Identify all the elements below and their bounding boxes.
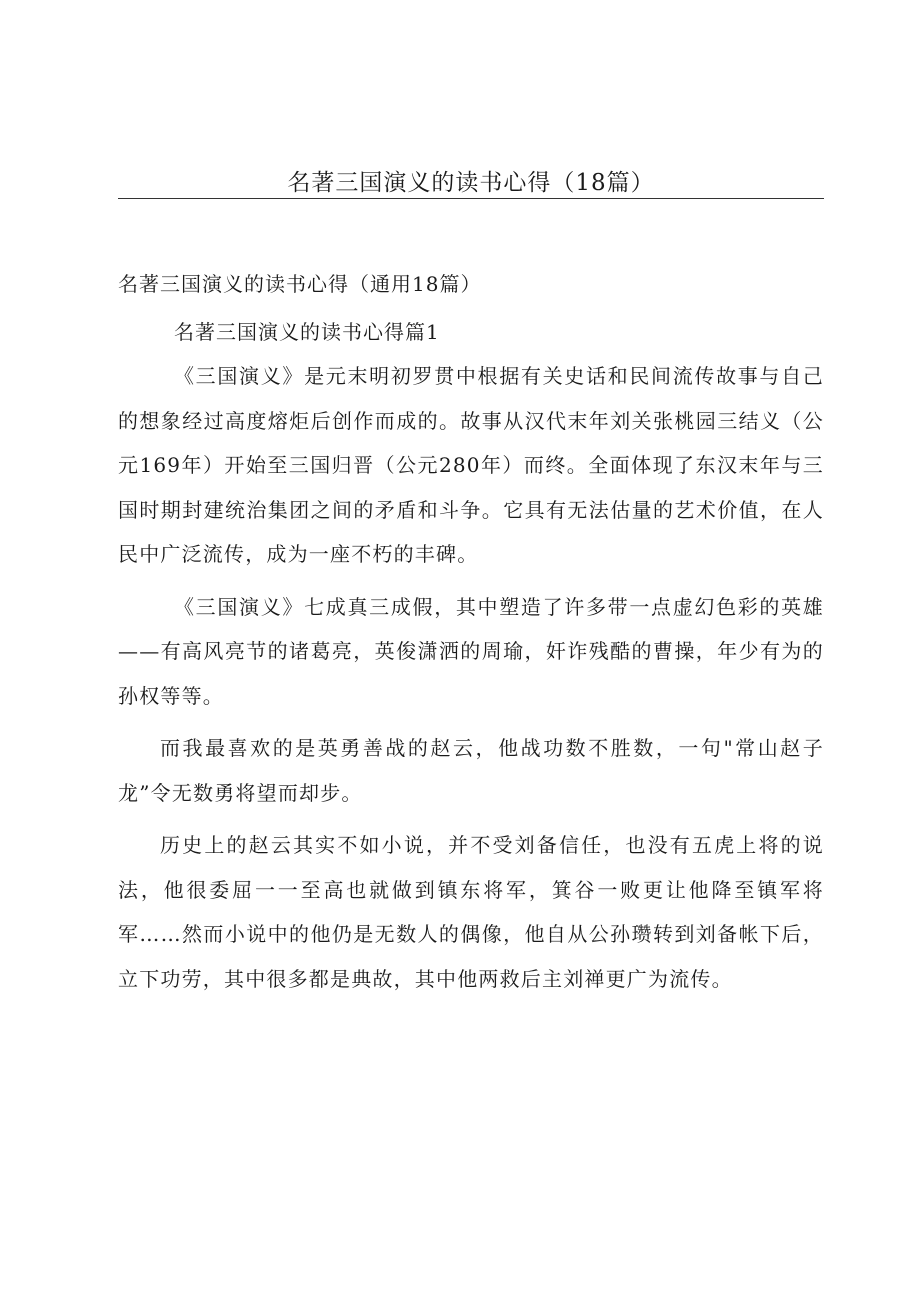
paragraph-2: 《三国演义》七成真三成假，其中塑造了许多带一点虚幻色彩的英雄——有高风亮节的诸葛亮，英俊潇洒的周瑜，奸诈残酷的曹操，年少有为的孙权等等。 [118, 594, 824, 708]
document-title: 名著三国演义的读书心得（18篇） [287, 170, 655, 196]
paragraph-4: 历史上的赵云其实不如小说，并不受刘备信任，也没有五虎上将的说法，他很委屈一一至高也就做到镇东将军，箕谷一败更让他降至镇军将军……然而小说中的他仍是无数人的偶像，他自从公孙瓒转到刘备帐下后，立下功劳，其中很多都是典故，其中他两救后主刘禅更广为流传。 [118, 833, 824, 991]
document-header [118, 160, 824, 199]
document-body [118, 262, 824, 1009]
document-subtitle: 名著三国演义的读书心得（通用18篇） [118, 272, 482, 296]
paragraph-1: 《三国演义》是元末明初罗贯中根据有关史话和民间流传故事与自己的想象经过高度熔炬后创作而成的。故事从汉代末年刘关张桃园三结义（公元169年）开始至三国归晋（公元280年）而终。全面体现了东汉末年与三国时期封建统治集团之间的矛盾和斗争。它具有无法估量的艺术价值，在人民中广泛流传，成为一座不朽的丰碑。 [118, 364, 824, 566]
section-heading: 名著三国演义的读书心得篇1 [174, 320, 440, 344]
paragraph-3: 而我最喜欢的是英勇善战的赵云，他战功数不胜数，一句"常山赵子龙”令无数勇将望而却步。 [118, 736, 824, 805]
